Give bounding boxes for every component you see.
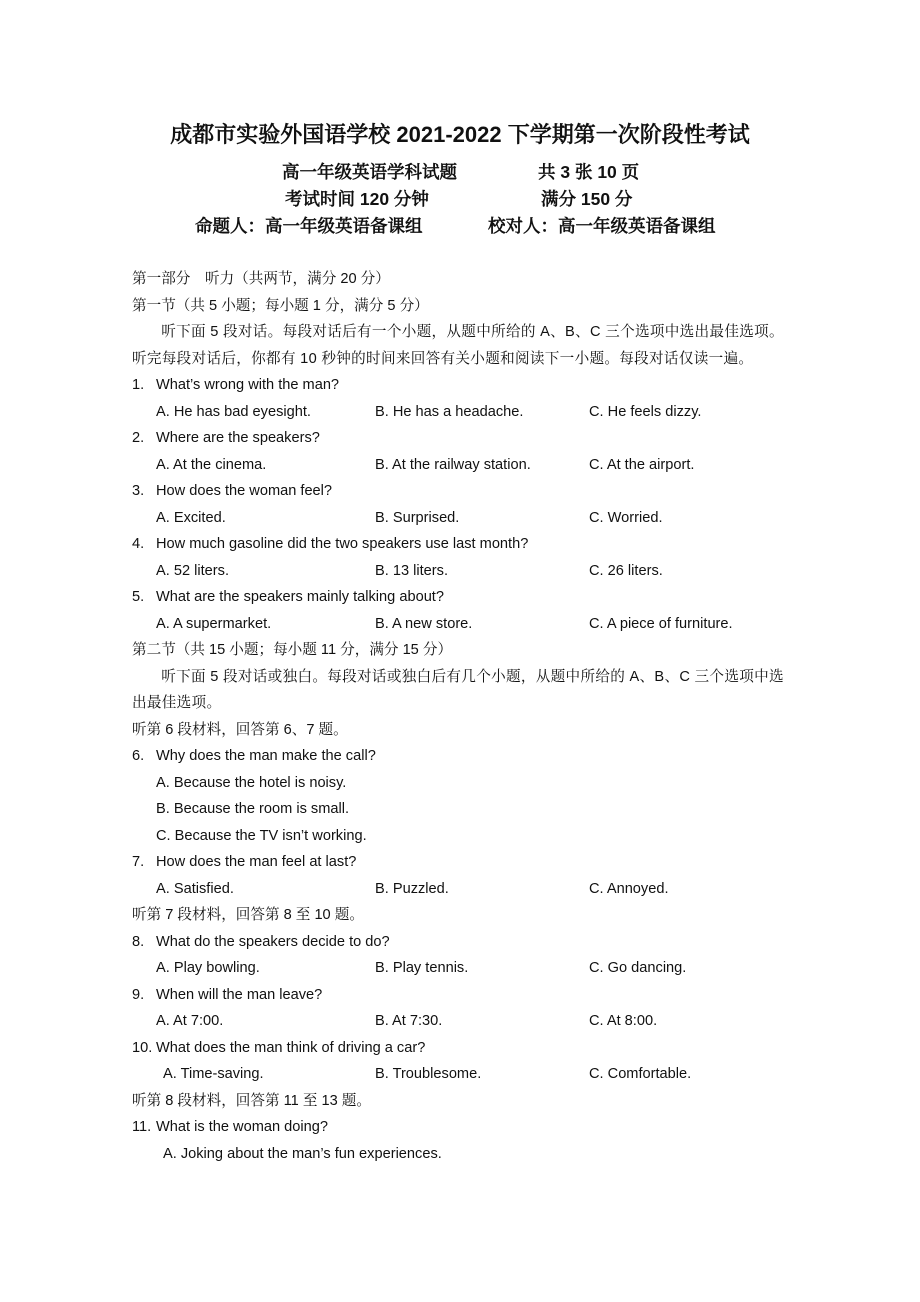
option-row	[132, 1061, 792, 1088]
answer-option: B. Puzzled.	[375, 880, 449, 897]
answer-option: A. Time-saving.	[163, 1066, 264, 1082]
answer-option: B. Surprised.	[375, 509, 460, 526]
question-text: What are the speakers mainly talking about?	[156, 589, 444, 605]
question-number: 6.	[132, 748, 145, 764]
question-number: 2.	[132, 430, 145, 446]
answer-option: C. At 8:00.	[589, 1013, 658, 1029]
answer-option: A. 52 liters.	[156, 562, 229, 579]
answer-option: A. He has bad eyesight.	[156, 403, 311, 420]
question	[132, 982, 792, 1009]
question	[132, 584, 792, 611]
option-row	[132, 505, 792, 532]
question-number: 8.	[132, 933, 145, 950]
answer-option: C. Worried.	[589, 509, 663, 526]
exam-time: 考试时间 120 分钟	[285, 189, 429, 209]
question-text: How does the woman feel?	[156, 483, 333, 499]
answer-option: B. Because the room is small.	[156, 801, 350, 817]
answer-option: C. Comfortable.	[589, 1066, 692, 1082]
question	[132, 531, 792, 558]
question-number: 10.	[132, 1039, 153, 1056]
section-heading: 第一部分 听力（共两节，满分 20 分）	[132, 271, 390, 287]
section-heading: 听第 7 段材料，回答第 8 至 10 题。	[132, 907, 364, 923]
answer-option: C. He feels dizzy.	[589, 403, 702, 420]
section-heading: 第一节（共 5 小题；每小题 1 分，满分 5 分）	[132, 297, 429, 314]
answer-option: C. Go dancing.	[589, 960, 687, 976]
exam-body	[132, 266, 792, 1167]
answer-option: A. At the cinema.	[156, 456, 267, 473]
question	[132, 929, 792, 956]
answer-option: B. 13 liters.	[375, 562, 448, 579]
question	[132, 478, 792, 505]
option-row	[132, 452, 792, 479]
question	[132, 1114, 792, 1141]
question-number: 11.	[132, 1119, 152, 1135]
question-text: How does the man feel at last?	[156, 854, 357, 870]
option-row	[132, 399, 792, 426]
answer-option: B. At 7:30.	[375, 1013, 443, 1029]
answer-option: A. Because the hotel is noisy.	[156, 774, 347, 791]
author: 命题人：高一年级英语备课组	[195, 216, 423, 236]
question-text: Why does the man make the call?	[156, 748, 376, 764]
option-row	[132, 611, 792, 638]
answer-option: A. Joking about the man’s fun experiences.	[163, 1145, 442, 1162]
question	[132, 849, 792, 876]
question-number: 5.	[132, 589, 145, 605]
answer-option: B. Troublesome.	[375, 1066, 482, 1082]
question	[132, 425, 792, 452]
option-row	[132, 876, 792, 903]
answer-option: B. He has a headache.	[375, 403, 524, 420]
answer-option: B. A new store.	[375, 615, 473, 632]
exam-title: 成都市实验外国语学校 2021-2022 下学期第一次阶段性考试	[170, 122, 750, 147]
question-text: How much gasoline did the two speakers use last month?	[156, 536, 529, 552]
question-text: Where are the speakers?	[156, 430, 320, 446]
question	[132, 743, 792, 770]
question-text: What do the speakers decide to do?	[156, 933, 390, 950]
question-text: When will the man leave?	[156, 986, 323, 1003]
instruction-paragraph: 听下面 5 段对话。每段对话后有一个小题，从题中所给的 A、B、C 三个选项中选出最佳选项。听完每段对话后，你都有 10 秒钟的时间来回答有关小题和阅读下一小题。每段对话仅读一遍。	[132, 324, 784, 367]
answer-option: C. A piece of furniture.	[589, 615, 733, 632]
instruction-paragraph: 听下面 5 段对话或独白。每段对话或独白后有几个小题，从题中所给的 A、B、C 三个选项中选出最佳选项。	[132, 668, 784, 711]
answer-option: A. A supermarket.	[156, 615, 272, 632]
question-number: 3.	[132, 483, 145, 499]
option-row	[132, 955, 792, 982]
option-row	[132, 1008, 792, 1035]
answer-option: A. At 7:00.	[156, 1013, 224, 1029]
question-number: 1.	[132, 377, 145, 393]
option-row	[132, 558, 792, 585]
full-score: 满分 150 分	[541, 189, 633, 209]
question	[132, 1035, 792, 1062]
answer-option: C. 26 liters.	[589, 562, 663, 579]
answer-option: A. Excited.	[156, 509, 226, 526]
section-heading: 第二节（共 15 小题；每小题 11 分，满分 15 分）	[132, 642, 453, 658]
section-heading: 听第 6 段材料，回答第 6、7 题。	[132, 721, 348, 738]
question-number: 9.	[132, 986, 145, 1003]
question	[132, 372, 792, 399]
answer-option: C. At the airport.	[589, 456, 695, 473]
answer-option: A. Play bowling.	[156, 960, 260, 976]
question-text: What does the man think of driving a car?	[156, 1039, 426, 1056]
question-text: What is the woman doing?	[156, 1119, 328, 1135]
section-heading: 听第 8 段材料，回答第 11 至 13 题。	[132, 1092, 371, 1109]
answer-option: B. At the railway station.	[375, 456, 531, 473]
answer-option: C. Annoyed.	[589, 880, 669, 897]
page-count: 共 3 张 10 页	[538, 162, 640, 182]
answer-option: C. Because the TV isn’t working.	[156, 827, 367, 844]
question-text: What’s wrong with the man?	[156, 377, 340, 393]
question-number: 7.	[132, 854, 145, 870]
subject-label: 高一年级英语学科试题	[282, 162, 457, 182]
proofreader: 校对人：高一年级英语备课组	[488, 216, 716, 236]
answer-option: B. Play tennis.	[375, 960, 469, 976]
answer-option: A. Satisfied.	[156, 880, 234, 897]
question-number: 4.	[132, 536, 145, 552]
